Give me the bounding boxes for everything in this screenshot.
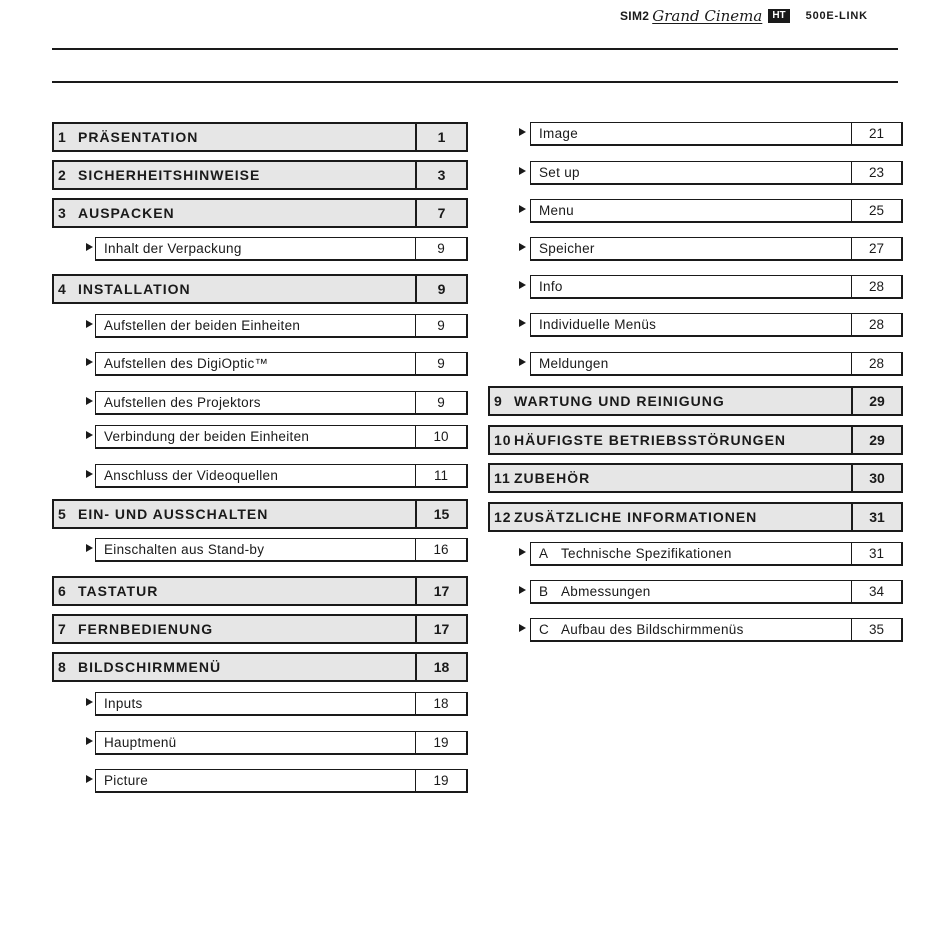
bullet-arrow-icon <box>519 281 526 289</box>
bullet-arrow-icon <box>86 431 93 439</box>
toc-entry-title: Verbindung der beiden Einheiten <box>104 429 310 444</box>
toc-page-number: 9 <box>415 392 466 413</box>
toc-entry[interactable] <box>519 237 903 261</box>
toc-page-number: 9 <box>415 353 466 374</box>
toc-entry-title: Set up <box>539 165 580 180</box>
toc-entry-title: Technische Spezifikationen <box>561 546 732 561</box>
toc-entry-box <box>95 237 468 261</box>
toc-entry[interactable] <box>86 314 468 338</box>
toc-entry[interactable] <box>519 122 903 146</box>
bullet-arrow-icon <box>86 320 93 328</box>
toc-entry[interactable] <box>86 237 468 261</box>
toc-section-number: 11 <box>494 470 511 486</box>
toc-entry-title: Aufstellen des DigiOptic™ <box>104 356 269 371</box>
toc-page-number: 9 <box>415 315 466 336</box>
toc-appendix-letter: B <box>539 584 549 599</box>
toc-section-number: 10 <box>494 432 512 448</box>
toc-section-number: 3 <box>58 205 67 221</box>
toc-page-number: 11 <box>415 465 466 486</box>
toc-page-number: 7 <box>415 200 466 226</box>
toc-page-number: 29 <box>851 427 901 453</box>
toc-section-title: ZUSÄTZLICHE INFORMATIONEN <box>514 509 758 525</box>
toc-section-1[interactable] <box>52 122 468 152</box>
toc-page-number: 28 <box>851 276 901 297</box>
toc-page-number: 1 <box>415 124 466 150</box>
toc-entry-box <box>95 464 468 488</box>
toc-entry-box <box>530 122 903 146</box>
toc-entry-title: Aufbau des Bildschirmmenüs <box>561 622 744 637</box>
toc-entry[interactable] <box>86 352 468 376</box>
bullet-arrow-icon <box>519 624 526 632</box>
toc-entry-box <box>530 199 903 223</box>
toc-entry-box <box>530 580 903 604</box>
toc-section-title: AUSPACKEN <box>78 205 175 221</box>
toc-section-label <box>54 162 415 188</box>
toc-entry-title: Inhalt der Verpackung <box>104 241 242 256</box>
toc-section-number: 9 <box>494 393 503 409</box>
toc-entry-box <box>95 538 468 562</box>
toc-section-title: HÄUFIGSTE BETRIEBSSTÖRUNGEN <box>514 432 787 448</box>
toc-section-9[interactable] <box>488 386 903 416</box>
toc-page-number: 17 <box>415 578 466 604</box>
toc-page-number: 23 <box>851 162 901 183</box>
toc-entry-title: Inputs <box>104 696 143 711</box>
toc-entry-label <box>531 619 851 640</box>
header-rule-top <box>52 48 898 50</box>
toc-page-number: 29 <box>851 388 901 414</box>
toc-page-number: 18 <box>415 693 466 714</box>
toc-entry-label <box>96 392 415 413</box>
toc-entry-box <box>530 161 903 185</box>
toc-entry[interactable] <box>519 313 903 337</box>
toc-section-3[interactable] <box>52 198 468 228</box>
toc-entry-box <box>530 275 903 299</box>
toc-entry-box <box>95 425 468 449</box>
toc-section-7[interactable] <box>52 614 468 644</box>
bullet-arrow-icon <box>519 205 526 213</box>
toc-entry-box <box>530 237 903 261</box>
toc-page-number: 3 <box>415 162 466 188</box>
bullet-arrow-icon <box>519 358 526 366</box>
toc-entry-box <box>530 542 903 566</box>
toc-entry-title: Picture <box>104 773 149 788</box>
toc-section-number: 8 <box>58 659 67 675</box>
toc-entry-label <box>96 426 415 447</box>
toc-section-label <box>54 124 415 150</box>
toc-section-label <box>54 276 415 302</box>
toc-entry-box <box>530 352 903 376</box>
toc-entry-label <box>96 693 415 714</box>
toc-entry[interactable] <box>519 161 903 185</box>
bullet-arrow-icon <box>86 737 93 745</box>
toc-section-number: 2 <box>58 167 67 183</box>
toc-page-number: 28 <box>851 353 901 374</box>
toc-appendix-letter: C <box>539 622 550 637</box>
toc-page-number: 9 <box>415 276 466 302</box>
toc-page-number: 17 <box>415 616 466 642</box>
bullet-arrow-icon <box>519 128 526 136</box>
toc-entry-box <box>95 314 468 338</box>
toc-section-6[interactable] <box>52 576 468 606</box>
toc-section-label <box>54 501 415 527</box>
toc-page-number: 15 <box>415 501 466 527</box>
toc-section-title: ZUBEHÖR <box>514 470 591 486</box>
bullet-arrow-icon <box>519 243 526 251</box>
toc-entry-title: Speicher <box>539 241 595 256</box>
toc-entry-label <box>96 465 415 486</box>
toc-entry-title: Individuelle Menüs <box>539 317 657 332</box>
toc-entry-title: Meldungen <box>539 356 609 371</box>
toc-page-number: 31 <box>851 543 901 564</box>
toc-entry[interactable] <box>86 464 468 488</box>
toc-section-label <box>54 200 415 226</box>
brand-grand-cinema-logo: Grand Cinema <box>652 7 763 25</box>
toc-entry-title: Menu <box>539 203 574 218</box>
toc-section-4[interactable] <box>52 274 468 304</box>
toc-section-number: 6 <box>58 583 67 599</box>
toc-entry-box <box>530 313 903 337</box>
toc-section-title: BILDSCHIRMMENÜ <box>78 659 222 675</box>
toc-entry[interactable] <box>519 275 903 299</box>
toc-entry[interactable] <box>519 618 903 642</box>
bullet-arrow-icon <box>519 548 526 556</box>
toc-section-number: 1 <box>58 129 67 145</box>
toc-section-12[interactable] <box>488 502 903 532</box>
toc-entry-title: Anschluss der Videoquellen <box>104 468 279 483</box>
toc-entry-label <box>531 581 851 602</box>
toc-section-title: FERNBEDIENUNG <box>78 621 214 637</box>
toc-page-number: 16 <box>415 539 466 560</box>
toc-entry[interactable] <box>519 352 903 376</box>
toc-section-title: PRÄSENTATION <box>78 129 199 145</box>
toc-entry-label <box>531 123 851 144</box>
bullet-arrow-icon <box>86 544 93 552</box>
toc-page-number: 34 <box>851 581 901 602</box>
toc-entry-title: Aufstellen des Projektors <box>104 395 261 410</box>
toc-page-number: 30 <box>851 465 901 491</box>
toc-entry[interactable] <box>86 692 468 716</box>
toc-section-10[interactable] <box>488 425 903 455</box>
toc-entry-box <box>530 618 903 642</box>
bullet-arrow-icon <box>86 243 93 251</box>
toc-section-5[interactable] <box>52 499 468 529</box>
toc-section-8[interactable] <box>52 652 468 682</box>
toc-page-number: 9 <box>415 238 466 259</box>
toc-section-label <box>490 465 851 491</box>
bullet-arrow-icon <box>519 586 526 594</box>
toc-section-number: 4 <box>58 281 67 297</box>
bullet-arrow-icon <box>519 167 526 175</box>
toc-entry-box <box>95 391 468 415</box>
toc-appendix-letter: A <box>539 546 549 561</box>
toc-entry-label <box>531 353 851 374</box>
bullet-arrow-icon <box>86 775 93 783</box>
toc-page-number: 25 <box>851 200 901 221</box>
model-name: 500E-LINK <box>805 10 868 22</box>
toc-entry-title: Aufstellen der beiden Einheiten <box>104 318 301 333</box>
toc-entry-title: Hauptmenü <box>104 735 177 750</box>
toc-page-number: 35 <box>851 619 901 640</box>
toc-section-number: 12 <box>494 509 512 525</box>
bullet-arrow-icon <box>86 397 93 405</box>
toc-section-title: INSTALLATION <box>78 281 191 297</box>
toc-section-11[interactable] <box>488 463 903 493</box>
toc-section-title: TASTATUR <box>78 583 159 599</box>
toc-entry-label <box>96 238 415 259</box>
toc-entry[interactable] <box>86 731 468 755</box>
toc-section-number: 7 <box>58 621 67 637</box>
toc-entry-label <box>531 314 851 335</box>
toc-page-number: 27 <box>851 238 901 259</box>
toc-page-number: 19 <box>415 770 466 791</box>
toc-section-label <box>490 388 851 414</box>
bullet-arrow-icon <box>86 470 93 478</box>
toc-entry-label <box>531 238 851 259</box>
toc-entry-title: Abmessungen <box>561 584 651 599</box>
toc-entry-title: Info <box>539 279 563 294</box>
toc-entry-label <box>531 200 851 221</box>
toc-section-2[interactable] <box>52 160 468 190</box>
header-rule-bottom <box>52 81 898 83</box>
toc-entry-label <box>96 353 415 374</box>
toc-entry-label <box>96 539 415 560</box>
toc-entry[interactable] <box>86 391 468 415</box>
toc-section-label <box>490 427 851 453</box>
toc-entry[interactable] <box>519 542 903 566</box>
brand-sim2: SIM2 <box>620 9 650 23</box>
toc-entry-title: Image <box>539 126 579 141</box>
toc-section-label <box>54 578 415 604</box>
toc-page-number: 18 <box>415 654 466 680</box>
bullet-arrow-icon <box>86 698 93 706</box>
toc-section-title: WARTUNG UND REINIGUNG <box>514 393 725 409</box>
toc-page-number: 10 <box>415 426 466 447</box>
toc-entry-label <box>531 276 851 297</box>
toc-page-number: 19 <box>415 732 466 753</box>
toc-entry-title: Einschalten aus Stand-by <box>104 542 265 557</box>
toc-page-number: 21 <box>851 123 901 144</box>
toc-page-number: 28 <box>851 314 901 335</box>
toc-entry[interactable] <box>519 199 903 223</box>
toc-entry-box <box>95 352 468 376</box>
toc-entry[interactable] <box>86 538 468 562</box>
toc-section-label <box>490 504 851 530</box>
toc-entry[interactable] <box>86 769 468 793</box>
toc-entry-label <box>531 543 851 564</box>
toc-entry-box <box>95 769 468 793</box>
toc-entry[interactable] <box>86 425 468 449</box>
toc-entry[interactable] <box>519 580 903 604</box>
toc-section-label <box>54 654 415 680</box>
toc-section-label <box>54 616 415 642</box>
toc-entry-label <box>531 162 851 183</box>
bullet-arrow-icon <box>86 358 93 366</box>
toc-page-number: 31 <box>851 504 901 530</box>
toc-section-title: EIN- UND AUSSCHALTEN <box>78 506 269 522</box>
toc-entry-label <box>96 732 415 753</box>
brand-ht-badge: HT <box>768 9 789 23</box>
toc-entry-label <box>96 770 415 791</box>
toc-entry-box <box>95 692 468 716</box>
toc-entry-box <box>95 731 468 755</box>
toc-section-title: SICHERHEITSHINWEISE <box>78 167 261 183</box>
toc-section-number: 5 <box>58 506 67 522</box>
toc-entry-label <box>96 315 415 336</box>
bullet-arrow-icon <box>519 319 526 327</box>
brand-header <box>620 7 868 25</box>
